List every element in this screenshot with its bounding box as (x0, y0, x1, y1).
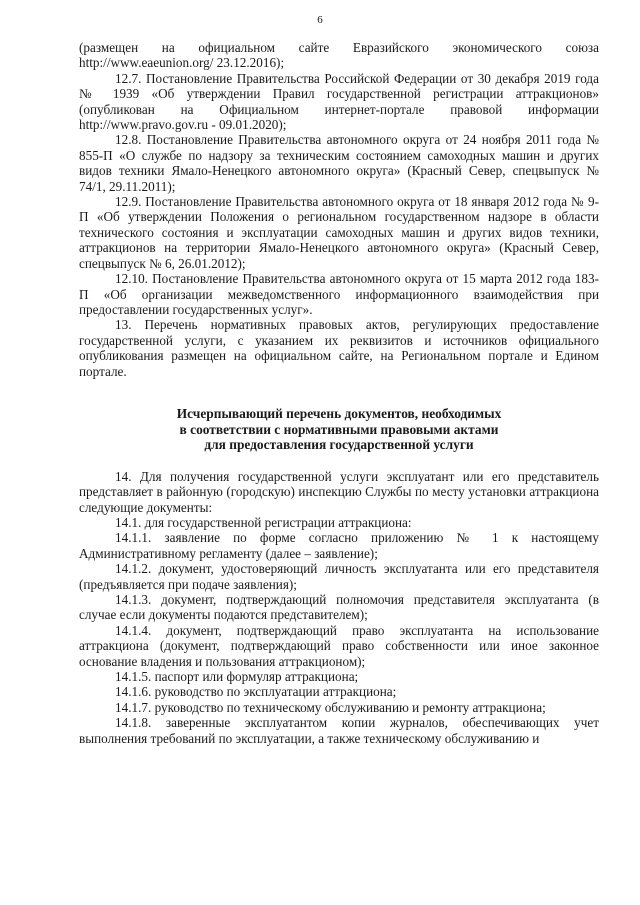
paragraph-14-1-6: 14.1.6. руководство по эксплуатации аттракциона; (115, 684, 397, 700)
paragraph-14-1-5: 14.1.5. паспорт или формуляр аттракциона; (115, 669, 359, 684)
section-heading (79, 406, 599, 453)
paragraph-14-1-7: 14.1.7. руководство по техническому обслуживанию и ремонту аттракциона; (115, 699, 546, 715)
paragraph-12-6-continuation: (размещен на официальном сайте Евразийского экономического союза http://www.eaeunion.org/ 23.12.2016); (79, 40, 599, 71)
document-body (79, 40, 599, 746)
paragraph-13: 13. Перечень нормативных правовых актов, регулирующих предоставление государственной услуги, с указанием их реквизитов и источников официального опубликования размещен на официальном сайте, на Региональном портале и Едином портале. (79, 317, 599, 379)
paragraph-14-1: 14.1. для государственной регистрации аттракциона: (115, 514, 412, 530)
paragraph-12-9: 12.9. Постановление Правительства автономного округа от 18 января 2012 года № 9-П «Об утверждении Положения о региональном государственном надзоре в области технического состояния и эксплуатации самоходных машин и других видов техники, аттракционов на территории Ямало-Ненецкого автономного округа» (Красный Север, спецвыпуск № 6, 26.01.2012); (79, 194, 599, 271)
paragraph-14-1-2: 14.1.2. документ, удостоверяющий личность эксплуатанта или его представителя (предъявляется при подаче заявления); (79, 561, 599, 592)
paragraph-14-1-4: 14.1.4. документ, подтверждающий право эксплуатанта на использование аттракциона (документ, подтверждающий право собственности или иное законное основание владения и пользования аттракционом); (79, 622, 599, 669)
paragraph-14-1-8: 14.1.8. заверенные эксплуатантом копии журналов, обеспечивающих учет выполнения требований по эксплуатации, а также техническому обслуживанию и (79, 715, 599, 746)
page-number: 6 (317, 14, 323, 26)
paragraph-12-10: 12.10. Постановление Правительства автономного округа от 15 марта 2012 года 183-П «Об организации межведомственного информационного взаимодействия при предоставлении государственных услуг». (79, 271, 599, 317)
paragraph-12-7: 12.7. Постановление Правительства Российской Федерации от 30 декабря 2019 года № 1939 «Об утверждении Правил государственной регистрации аттракционов» (опубликован на Официальном интернет-портале правовой информации http://www.pravo.gov.ru - 09.01.2020); (79, 70, 599, 133)
section-heading-line-1: Исчерпывающий перечень документов, необходимых (176, 405, 502, 421)
section-heading-line-3: для предоставления государственной услуги (204, 437, 474, 453)
paragraph-14: 14. Для получения государственной услуги эксплуатант или его представитель представляет в районную (городскую) инспекцию Службы по месту установки аттракциона следующие документы: (79, 468, 599, 515)
section-heading-line-2: в соответствии с нормативными правовыми актами (179, 421, 499, 437)
paragraph-14-1-3: 14.1.3. документ, подтверждающий полномочия представителя эксплуатанта (в случае если документы подаются представителем); (79, 591, 599, 623)
paragraph-12-8: 12.8. Постановление Правительства автономного округа от 24 ноября 2011 года № 855-П «О службе по надзору за техническим состоянием самоходных машин и других видов техники Ямало-Ненецкого автономного округа» (Красный Север, спецвыпуск № 74/1, 29.11.2011); (79, 132, 599, 194)
paragraph-14-1-1: 14.1.1. заявление по форме согласно приложению № 1 к настоящему Административному регламенту (далее – заявление); (79, 530, 599, 561)
